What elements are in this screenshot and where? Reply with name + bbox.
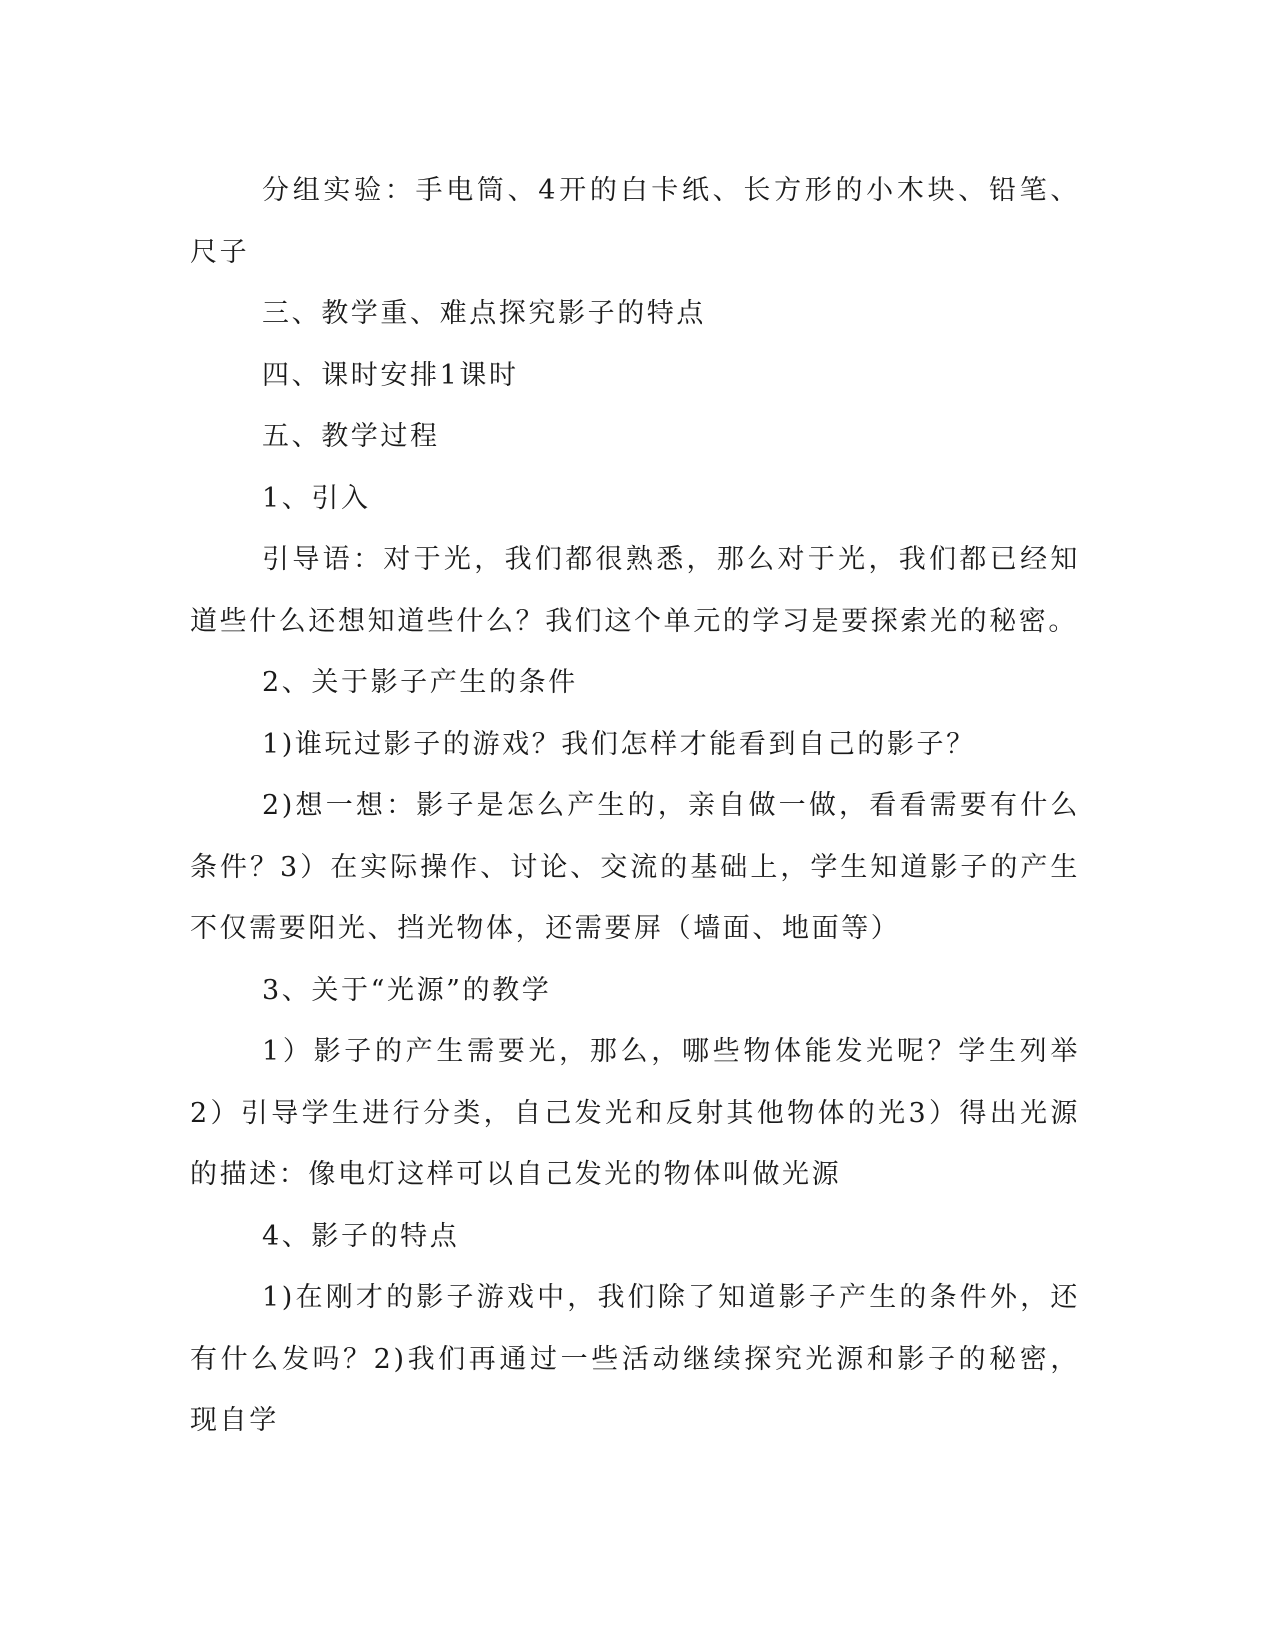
paragraph-light-source-body: 1）影子的产生需要光，那么，哪些物体能发光呢？学生列举2）引导学生进行分类，自己发光和反射其他物体的光3）得出光源的描述：像电灯这样可以自己发光的物体叫做光源 [190, 1036, 1080, 1190]
paragraph-guiding-words: 引导语：对于光，我们都很熟悉，那么对于光，我们都已经知道些什么还想知道些什么？我们这个单元的学习是要探索光的秘密。 [190, 544, 1080, 637]
paragraph-shadow-features-heading: 4、影子的特点 [262, 1220, 460, 1252]
paragraph-shadow-conditions-heading: 2、关于影子产生的条件 [262, 667, 578, 698]
document-body [190, 160, 1080, 1452]
paragraph-light-source-heading: 3、关于“光源”的教学 [262, 974, 552, 1006]
paragraph-introduction: 1、引入 [262, 482, 371, 514]
paragraph-teaching-process: 五、教学过程 [262, 421, 440, 452]
paragraph-shadow-game: 1)谁玩过影子的游戏？我们怎样才能看到自己的影子？ [262, 728, 976, 760]
paragraph-class-hours: 四、课时安排1课时 [262, 359, 519, 391]
paragraph-key-points: 三、教学重、难点探究影子的特点 [262, 298, 706, 329]
paragraph-shadow-features-body: 1)在刚才的影子游戏中，我们除了知道影子产生的条件外，还有什么发吗？2)我们再通过一些活动继续探究光源和影子的秘密，现自学 [190, 1282, 1080, 1436]
paragraph-materials: 分组实验：手电筒、4开的白卡纸、长方形的小木块、铅笔、尺子 [190, 175, 1080, 268]
paragraph-think: 2)想一想：影子是怎么产生的，亲自做一做，看看需要有什么条件？3）在实际操作、讨论、交流的基础上，学生知道影子的产生不仅需要阳光、挡光物体，还需要屏（墙面、地面等） [190, 790, 1080, 944]
